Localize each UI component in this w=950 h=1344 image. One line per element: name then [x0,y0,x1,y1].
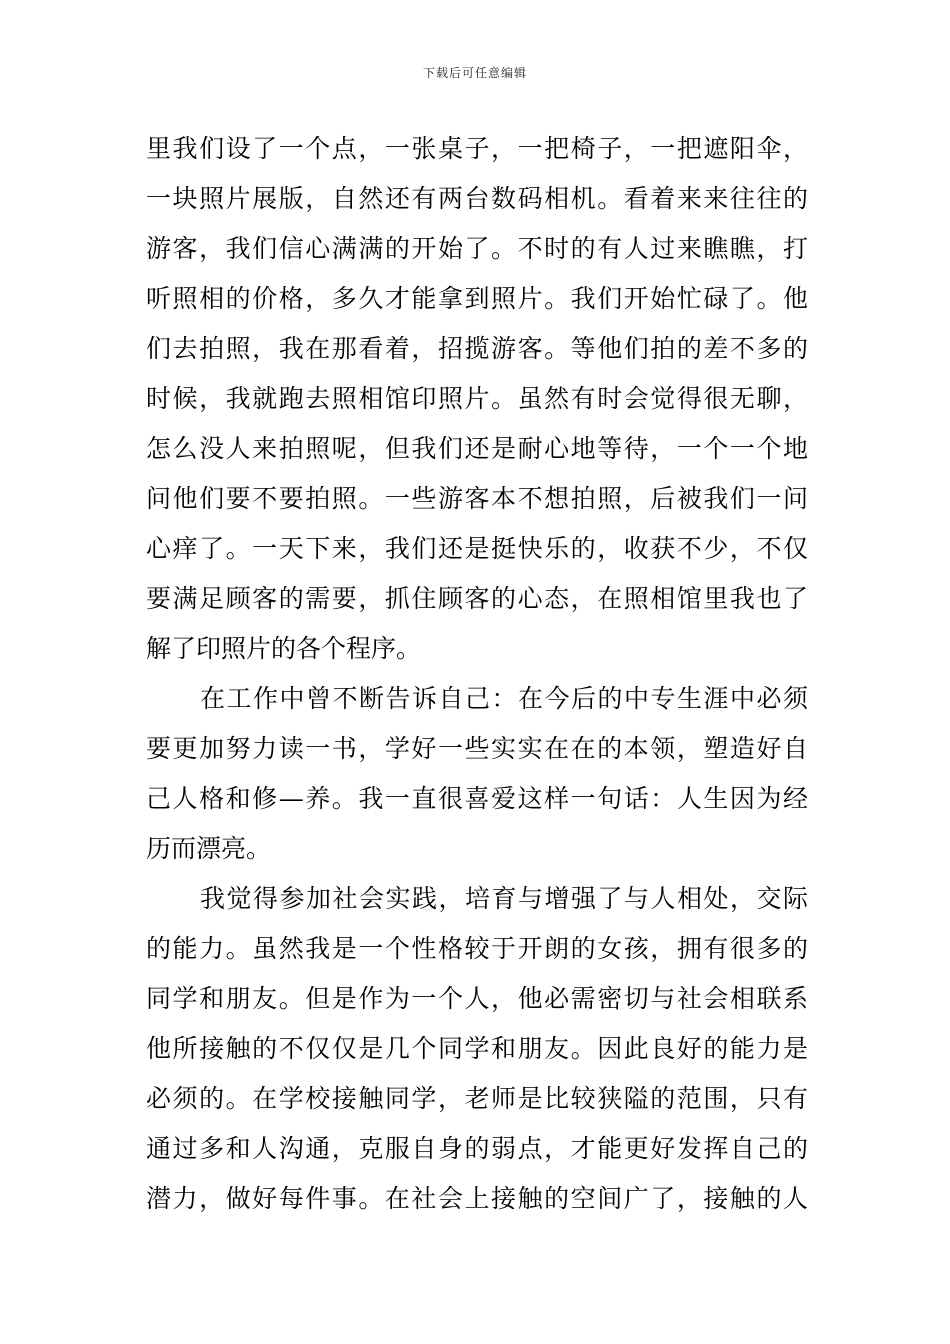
text-line: 潜力，做好每件事。在社会上接触的空间广了，接触的人 [146,1184,808,1213]
text-line: 同学和朋友。但是作为一个人，他必需密切与社会相联系 [146,984,808,1013]
text-line: 怎么没人来拍照呢，但我们还是耐心地等待，一个一个地 [146,434,808,463]
document-body [146,124,808,1224]
text-line: 解了印照片的各个程序。 [146,634,422,663]
text-line: 通过多和人沟通，克服自身的弱点，才能更好发挥自己的 [146,1134,808,1163]
text-line: 问他们要不要拍照。一些游客本不想拍照，后被我们一问 [146,484,808,513]
text-line: 必须的。在学校接触同学，老师是比较狭隘的范围，只有 [146,1084,808,1113]
text-line: 要满足顾客的需要，抓住顾客的心态，在照相馆里我也了 [146,584,808,613]
text-line: 游客，我们信心满满的开始了。不时的有人过来瞧瞧，打 [146,234,808,263]
text-line: 时候，我就跑去照相馆印照片。虽然有时会觉得很无聊， [146,384,808,413]
text-line: 们去拍照，我在那看着，招揽游客。等他们拍的差不多的 [146,334,808,363]
text-line: 听照相的价格，多久才能拿到照片。我们开始忙碌了。他 [146,284,808,313]
paragraph-start-line: 我觉得参加社会实践，培育与增强了与人相处，交际 [200,884,808,913]
text-line: 要更加努力读一书，学好一些实实在在的本领，塑造好自 [146,734,808,763]
text-line: 他所接触的不仅仅是几个同学和朋友。因此良好的能力是 [146,1034,808,1063]
text-line: 的能力。虽然我是一个性格较于开朗的女孩，拥有很多的 [146,934,808,963]
text-line: 一块照片展版，自然还有两台数码相机。看着来来往往的 [146,184,808,213]
text-line: 心痒了。一天下来，我们还是挺快乐的，收获不少，不仅 [146,534,808,563]
paragraph-start-line: 在工作中曾不断告诉自己：在今后的中专生涯中必须 [200,684,808,713]
text-line: 里我们设了一个点，一张桌子，一把椅子，一把遮阳伞， [146,134,808,163]
text-line: 历而漂亮。 [146,834,272,863]
text-line: 己人格和修—养。我一直很喜爱这样一句话：人生因为经 [146,784,808,813]
page-header: 下载后可任意编辑 [422,66,527,80]
